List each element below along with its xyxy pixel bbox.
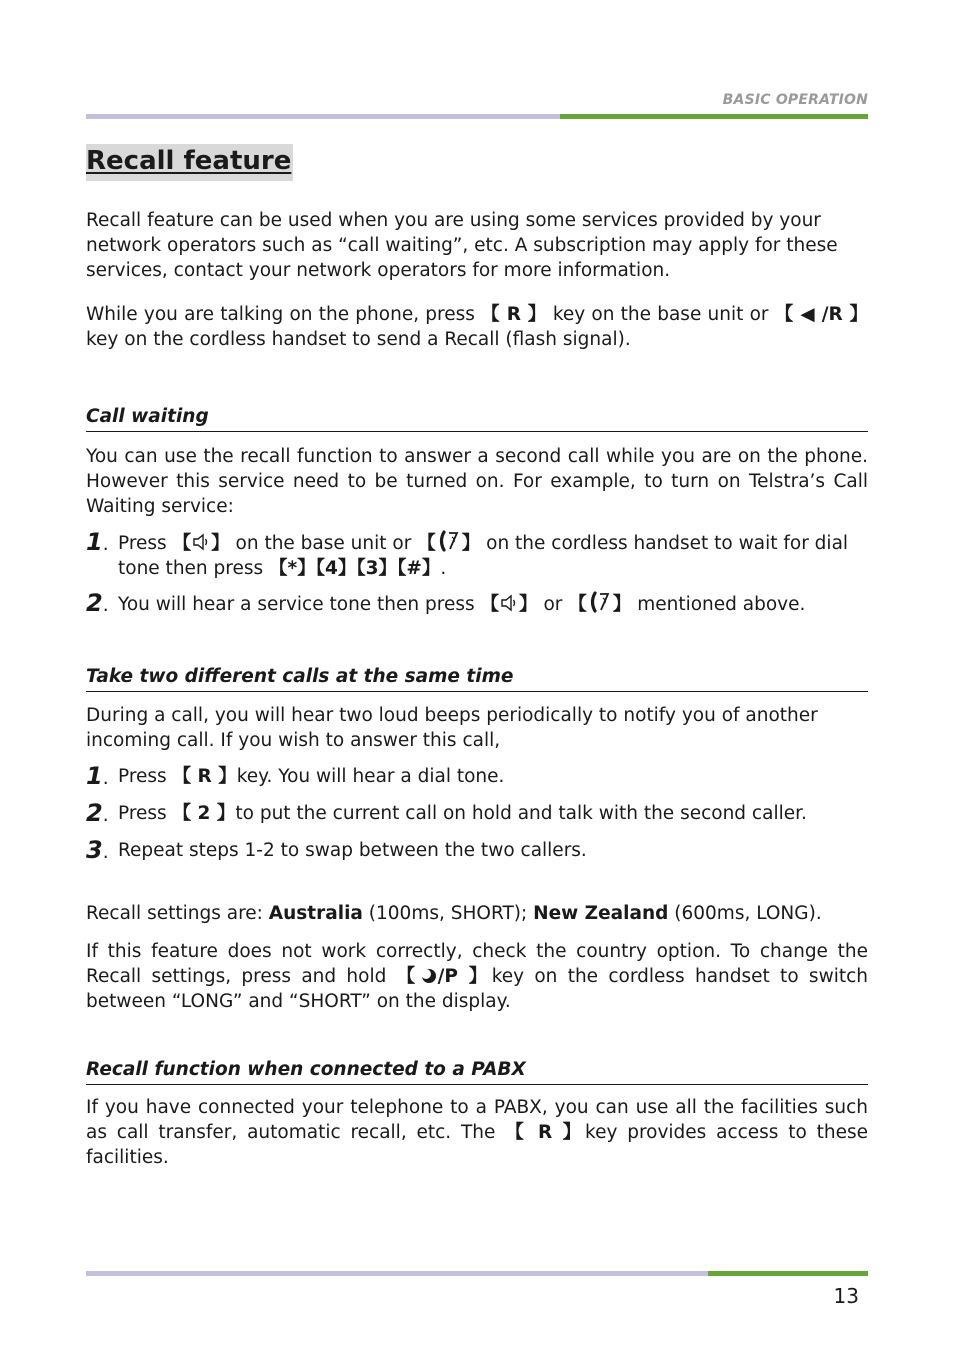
call-waiting-step-1: 1. Press 【 】 on the base unit or 【 】 on the cordless handset to wait for dial tone then press 【*】【4】【3】【#】.	[86, 528, 849, 579]
two-calls-step-1: 1. Press 【 R 】key. You will hear a dial tone.	[86, 762, 505, 790]
star-key: 【*】	[269, 558, 316, 579]
call-waiting-body: You can use the recall function to answer a second call while you are on the phone. However this service need to be turned on. For example, to turn on Telstra’s Call Waiting service:	[86, 446, 868, 517]
back-r-key: 【 ◀ /R 】	[774, 304, 868, 325]
back-arrow-icon: ◀	[800, 304, 815, 325]
moon-icon	[420, 967, 438, 985]
speaker-key: 【 】	[480, 594, 538, 615]
two-calls-body: During a call, you will hear two loud beeps periodically to notify you of another incoming call. If you wish to answer this call,	[86, 705, 818, 751]
pabx-body: If you have connected your telephone to a PABX, you can use all the facilities such as call transfer, automatic recall, etc. The 【 R 】key provides access to these facilities.	[86, 1097, 868, 1168]
talk-key: 【 】	[568, 594, 631, 615]
speaker-icon	[499, 593, 519, 613]
section-label: BASIC OPERATION	[722, 92, 868, 108]
intro-paragraph: Recall feature can be used when you are using some services provided by your network operators such as “call waiting”, etc. A subscription may apply for these services, contact your network operators for more information.	[86, 210, 838, 281]
recall-settings-change: If this feature does not work correctly, check the country option. To change the Recall settings, press and hold 【 /P 】key on the cordless handset to switch between “LONG” and “SHORT” on the display.	[86, 941, 868, 1012]
r-key: 【 R 】	[505, 1122, 586, 1143]
r-key: 【 R 】	[481, 304, 547, 325]
call-waiting-step-2: 2. You will hear a service tone then press 【 】 or 【 】 mentioned above.	[86, 589, 806, 617]
talk-key: 【 】	[417, 533, 480, 554]
two-calls-step-2: 2. Press 【 2 】to put the current call on hold and talk with the second caller.	[86, 799, 807, 827]
two-calls-heading: Take two different calls at the same time	[86, 666, 868, 692]
footer-rule	[86, 1271, 868, 1276]
hash-key: 【#】	[397, 558, 441, 579]
recall-settings: Recall settings are: Australia (100ms, SHORT); New Zealand (600ms, LONG).	[86, 903, 822, 924]
p-key: 【 /P 】	[396, 966, 492, 987]
two-calls-step-3: 3. Repeat steps 1-2 to swap between the two callers.	[86, 836, 587, 864]
page-number: 13	[833, 1284, 859, 1308]
pabx-heading: Recall function when connected to a PABX	[86, 1059, 868, 1085]
handset-icon	[436, 530, 462, 552]
header-rule	[86, 114, 868, 119]
call-waiting-heading: Call waiting	[86, 406, 868, 432]
page-title: Recall feature	[86, 144, 293, 181]
handset-icon	[587, 591, 613, 613]
speaker-key: 【 】	[172, 533, 230, 554]
speaker-icon	[191, 532, 211, 552]
digit-4-key: 【4】	[315, 558, 357, 579]
digit-2-key: 【 2 】	[172, 803, 236, 824]
digit-3-key: 【3】	[356, 558, 398, 579]
recall-instruction: While you are talking on the phone, press 【 R 】 key on the base unit or 【 ◀ /R 】 key on the cordless handset to send a Recall (flash signal).	[86, 304, 868, 350]
r-key: 【 R 】	[172, 766, 237, 787]
